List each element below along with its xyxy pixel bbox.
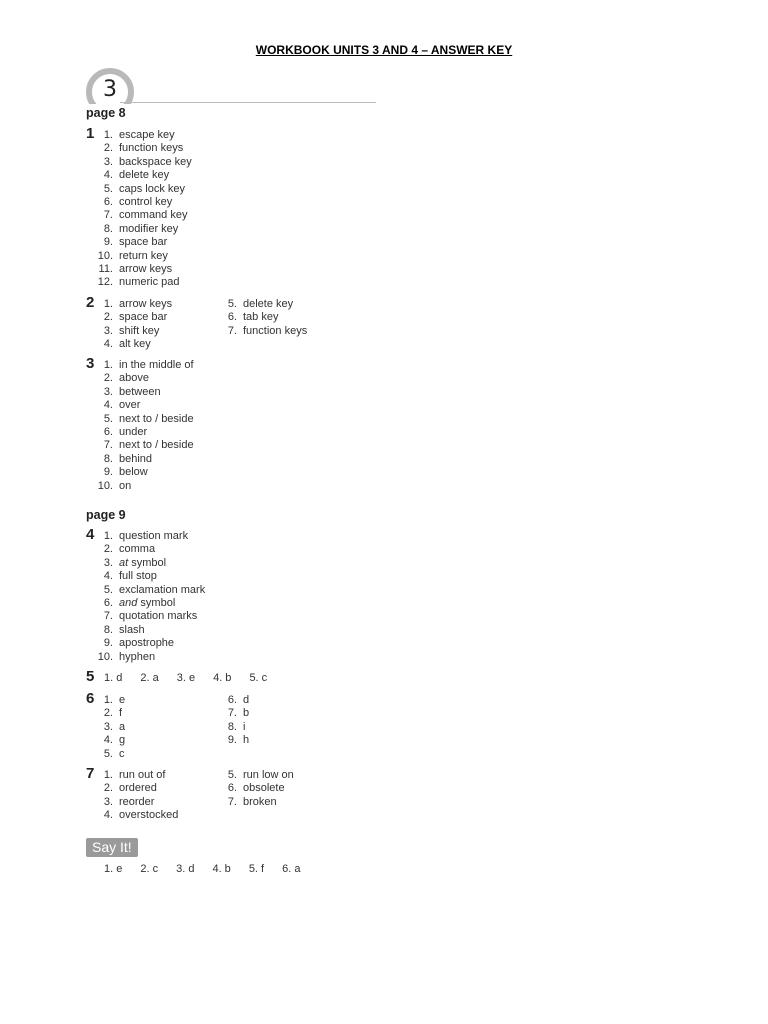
item-text: behind bbox=[119, 452, 153, 465]
item-number: 10. bbox=[97, 249, 113, 262]
inline-answer: 3. d bbox=[176, 863, 195, 875]
answer-item bbox=[86, 721, 125, 734]
item-text: arrow keys bbox=[119, 298, 173, 310]
item-number: 4. bbox=[103, 169, 113, 182]
item-text: caps lock key bbox=[119, 182, 186, 195]
item-text: comma bbox=[119, 543, 156, 556]
answer-list bbox=[86, 125, 192, 290]
answer-item bbox=[86, 355, 194, 372]
item-number: 9. bbox=[103, 637, 113, 650]
answer-item bbox=[86, 125, 192, 142]
inline-answers bbox=[104, 672, 285, 685]
item-number: 3. bbox=[103, 155, 113, 168]
say-it-badge: Say It! bbox=[86, 838, 138, 857]
answer-item bbox=[86, 480, 194, 493]
item-text: quotation marks bbox=[119, 610, 198, 623]
inline-answer: 6. a bbox=[282, 863, 301, 875]
answer-item bbox=[86, 196, 192, 209]
answer-list-col1 bbox=[86, 690, 126, 761]
item-text: run out of bbox=[119, 769, 166, 781]
answer-item bbox=[86, 223, 192, 236]
inline-answer: 2. a bbox=[140, 672, 159, 684]
inline-answer: 1. e bbox=[104, 863, 123, 875]
item-number: 7. bbox=[227, 795, 237, 808]
answer-item bbox=[86, 372, 194, 385]
answer-item bbox=[210, 707, 249, 720]
item-text: d bbox=[243, 694, 250, 706]
answer-item bbox=[86, 466, 194, 479]
answer-item bbox=[86, 809, 178, 822]
unit-number: 3 bbox=[103, 77, 117, 102]
item-number: 5. bbox=[103, 747, 113, 760]
item-text: numeric pad bbox=[119, 276, 180, 289]
inline-answer: 5. f bbox=[248, 863, 265, 875]
answer-item bbox=[86, 765, 178, 782]
item-number: 2. bbox=[103, 782, 113, 795]
item-number: 2. bbox=[103, 142, 113, 155]
item-number: 9. bbox=[227, 734, 237, 747]
item-text: next to / beside bbox=[119, 439, 194, 452]
exercise-number: 4 bbox=[86, 526, 95, 543]
item-number: 5. bbox=[227, 769, 237, 781]
answer-item bbox=[210, 769, 294, 782]
answer-item bbox=[86, 690, 126, 707]
answer-item bbox=[86, 624, 205, 637]
item-text: full stop bbox=[119, 570, 157, 583]
item-number: 8. bbox=[227, 720, 237, 733]
answer-item bbox=[86, 651, 205, 664]
item-text: g bbox=[119, 734, 126, 747]
item-number: 7. bbox=[103, 209, 113, 222]
answer-item bbox=[210, 734, 249, 747]
item-text: and symbol bbox=[119, 597, 176, 610]
answer-list-col2 bbox=[210, 769, 294, 809]
item-text: e bbox=[119, 694, 126, 706]
answer-list bbox=[86, 526, 206, 664]
item-number: 2. bbox=[103, 707, 113, 720]
answer-list-col1 bbox=[86, 765, 179, 823]
item-text: alt key bbox=[119, 338, 151, 351]
item-number: 4. bbox=[103, 338, 113, 351]
answer-item bbox=[86, 263, 192, 276]
item-text: f bbox=[119, 707, 123, 720]
item-text: b bbox=[243, 707, 250, 720]
item-text: a bbox=[119, 720, 126, 733]
item-text: return key bbox=[119, 249, 168, 262]
unit-badge bbox=[86, 68, 134, 104]
item-text: delete key bbox=[243, 298, 294, 310]
item-number: 6. bbox=[227, 782, 237, 795]
answer-item bbox=[210, 721, 249, 734]
answer-item bbox=[86, 209, 192, 222]
item-text: run low on bbox=[243, 769, 294, 781]
item-number: 4. bbox=[103, 570, 113, 583]
item-text: question mark bbox=[119, 530, 189, 542]
unit-divider bbox=[120, 102, 376, 103]
page-title: WORKBOOK UNITS 3 AND 4 – ANSWER KEY bbox=[255, 43, 513, 57]
exercise-number: 5 bbox=[86, 668, 95, 685]
answer-item bbox=[86, 439, 194, 452]
answer-list-col2 bbox=[210, 298, 307, 338]
item-number: 4. bbox=[103, 399, 113, 412]
item-text: below bbox=[119, 466, 148, 479]
item-text: function keys bbox=[119, 142, 184, 155]
answer-item bbox=[86, 250, 192, 263]
answer-item bbox=[86, 276, 192, 289]
inline-answer: 2. c bbox=[140, 863, 159, 875]
item-number: 1. bbox=[103, 129, 113, 141]
answer-item bbox=[210, 311, 307, 324]
item-number: 8. bbox=[103, 623, 113, 636]
item-number: 5. bbox=[227, 298, 237, 310]
item-number: 7. bbox=[103, 610, 113, 623]
answer-item bbox=[210, 694, 249, 707]
answer-item bbox=[86, 526, 205, 543]
answer-item bbox=[86, 782, 178, 795]
answer-list bbox=[86, 355, 194, 493]
item-number: 10. bbox=[97, 650, 113, 663]
item-number: 7. bbox=[103, 439, 113, 452]
answer-list-col1 bbox=[86, 294, 173, 352]
answer-item bbox=[86, 426, 194, 439]
item-number: 3. bbox=[103, 720, 113, 733]
item-number: 6. bbox=[103, 597, 113, 610]
item-text: under bbox=[119, 426, 148, 439]
answer-item bbox=[86, 338, 172, 351]
inline-answer: 4. b bbox=[213, 672, 232, 684]
item-number: 11. bbox=[98, 263, 113, 276]
answer-item bbox=[86, 584, 205, 597]
item-number: 6. bbox=[103, 426, 113, 439]
item-number: 4. bbox=[103, 734, 113, 747]
item-number: 2. bbox=[103, 372, 113, 385]
item-number: 2. bbox=[103, 311, 113, 324]
item-number: 5. bbox=[103, 182, 113, 195]
item-text: next to / beside bbox=[119, 412, 194, 425]
item-text: over bbox=[119, 399, 141, 412]
item-text: reorder bbox=[119, 795, 155, 808]
page-label-8: page 8 bbox=[86, 106, 126, 120]
inline-answer: 1. d bbox=[104, 672, 123, 684]
item-text: obsolete bbox=[243, 782, 285, 795]
answer-item bbox=[86, 183, 192, 196]
inline-answer: 3. e bbox=[176, 672, 196, 684]
item-text: escape key bbox=[119, 129, 175, 141]
item-number: 6. bbox=[103, 196, 113, 209]
item-number: 8. bbox=[103, 222, 113, 235]
answer-item bbox=[86, 325, 172, 338]
answer-item bbox=[86, 734, 125, 747]
item-text: ordered bbox=[119, 782, 157, 795]
item-number: 12. bbox=[97, 276, 113, 289]
answer-list-col2 bbox=[210, 694, 249, 748]
item-text: h bbox=[243, 734, 250, 747]
page-label-9: page 9 bbox=[86, 508, 126, 522]
item-text: function keys bbox=[243, 324, 308, 337]
answer-item bbox=[86, 748, 125, 761]
answer-item bbox=[210, 298, 307, 311]
item-number: 1. bbox=[103, 359, 113, 371]
answer-item bbox=[86, 169, 192, 182]
item-text: at symbol bbox=[119, 556, 167, 569]
item-number: 7. bbox=[227, 707, 237, 720]
item-text: command key bbox=[119, 209, 188, 222]
answer-item bbox=[210, 796, 294, 809]
say-it-answers bbox=[104, 863, 318, 875]
item-text: above bbox=[119, 372, 149, 385]
item-text: between bbox=[119, 385, 161, 398]
item-number: 1. bbox=[103, 694, 113, 706]
answer-item bbox=[86, 610, 205, 623]
item-number: 6. bbox=[227, 694, 237, 706]
item-number: 1. bbox=[103, 769, 113, 781]
answer-item bbox=[86, 796, 178, 809]
item-number: 9. bbox=[103, 466, 113, 479]
item-number: 1. bbox=[103, 530, 113, 542]
item-text: control key bbox=[119, 196, 173, 209]
item-number: 2. bbox=[103, 543, 113, 556]
answer-item bbox=[86, 597, 205, 610]
answer-item bbox=[86, 707, 125, 720]
answer-item bbox=[86, 453, 194, 466]
item-text: c bbox=[119, 747, 125, 760]
item-number: 4. bbox=[103, 809, 113, 822]
item-number: 7. bbox=[227, 324, 237, 337]
item-text: i bbox=[243, 720, 246, 733]
item-number: 6. bbox=[227, 311, 237, 324]
item-text: tab key bbox=[243, 311, 279, 324]
answer-item bbox=[86, 637, 205, 650]
answer-item bbox=[210, 782, 294, 795]
exercise-number: 6 bbox=[86, 690, 95, 707]
item-number: 3. bbox=[103, 324, 113, 337]
item-text: on bbox=[119, 479, 132, 492]
item-text: in the middle of bbox=[119, 359, 194, 371]
item-text: apostrophe bbox=[119, 637, 175, 650]
item-text: space bar bbox=[119, 311, 168, 324]
answer-item bbox=[86, 570, 205, 583]
answer-item bbox=[86, 294, 173, 311]
exercise-number: 7 bbox=[86, 765, 95, 782]
answer-item bbox=[86, 236, 192, 249]
exercise-number: 1 bbox=[86, 125, 95, 142]
answer-item bbox=[86, 386, 194, 399]
answer-item bbox=[86, 142, 192, 155]
exercise-number: 3 bbox=[86, 355, 95, 372]
answer-item bbox=[86, 557, 205, 570]
answer-item bbox=[86, 311, 172, 324]
answer-item bbox=[86, 543, 205, 556]
item-text: overstocked bbox=[119, 809, 179, 822]
item-text: shift key bbox=[119, 324, 160, 337]
item-text: broken bbox=[243, 795, 277, 808]
item-number: 9. bbox=[103, 236, 113, 249]
item-number: 5. bbox=[103, 412, 113, 425]
item-text: space bar bbox=[119, 236, 168, 249]
item-number: 3. bbox=[103, 795, 113, 808]
inline-answer: 4. b bbox=[212, 863, 231, 875]
exercise-number: 2 bbox=[86, 294, 95, 311]
item-number: 10. bbox=[97, 479, 113, 492]
item-number: 8. bbox=[103, 452, 113, 465]
item-text: exclamation mark bbox=[119, 583, 206, 596]
item-text: backspace key bbox=[119, 155, 192, 168]
item-number: 3. bbox=[103, 556, 113, 569]
item-text: slash bbox=[119, 623, 145, 636]
item-text: arrow keys bbox=[119, 263, 173, 276]
inline-answer: 5. c bbox=[249, 672, 268, 684]
answer-item bbox=[86, 156, 192, 169]
answer-item bbox=[210, 325, 307, 338]
item-text: delete key bbox=[119, 169, 170, 182]
answer-item bbox=[86, 413, 194, 426]
answer-item bbox=[86, 399, 194, 412]
item-number: 3. bbox=[103, 385, 113, 398]
item-number: 1. bbox=[103, 298, 113, 310]
item-text: modifier key bbox=[119, 222, 179, 235]
item-number: 5. bbox=[103, 583, 113, 596]
item-text: hyphen bbox=[119, 650, 156, 663]
